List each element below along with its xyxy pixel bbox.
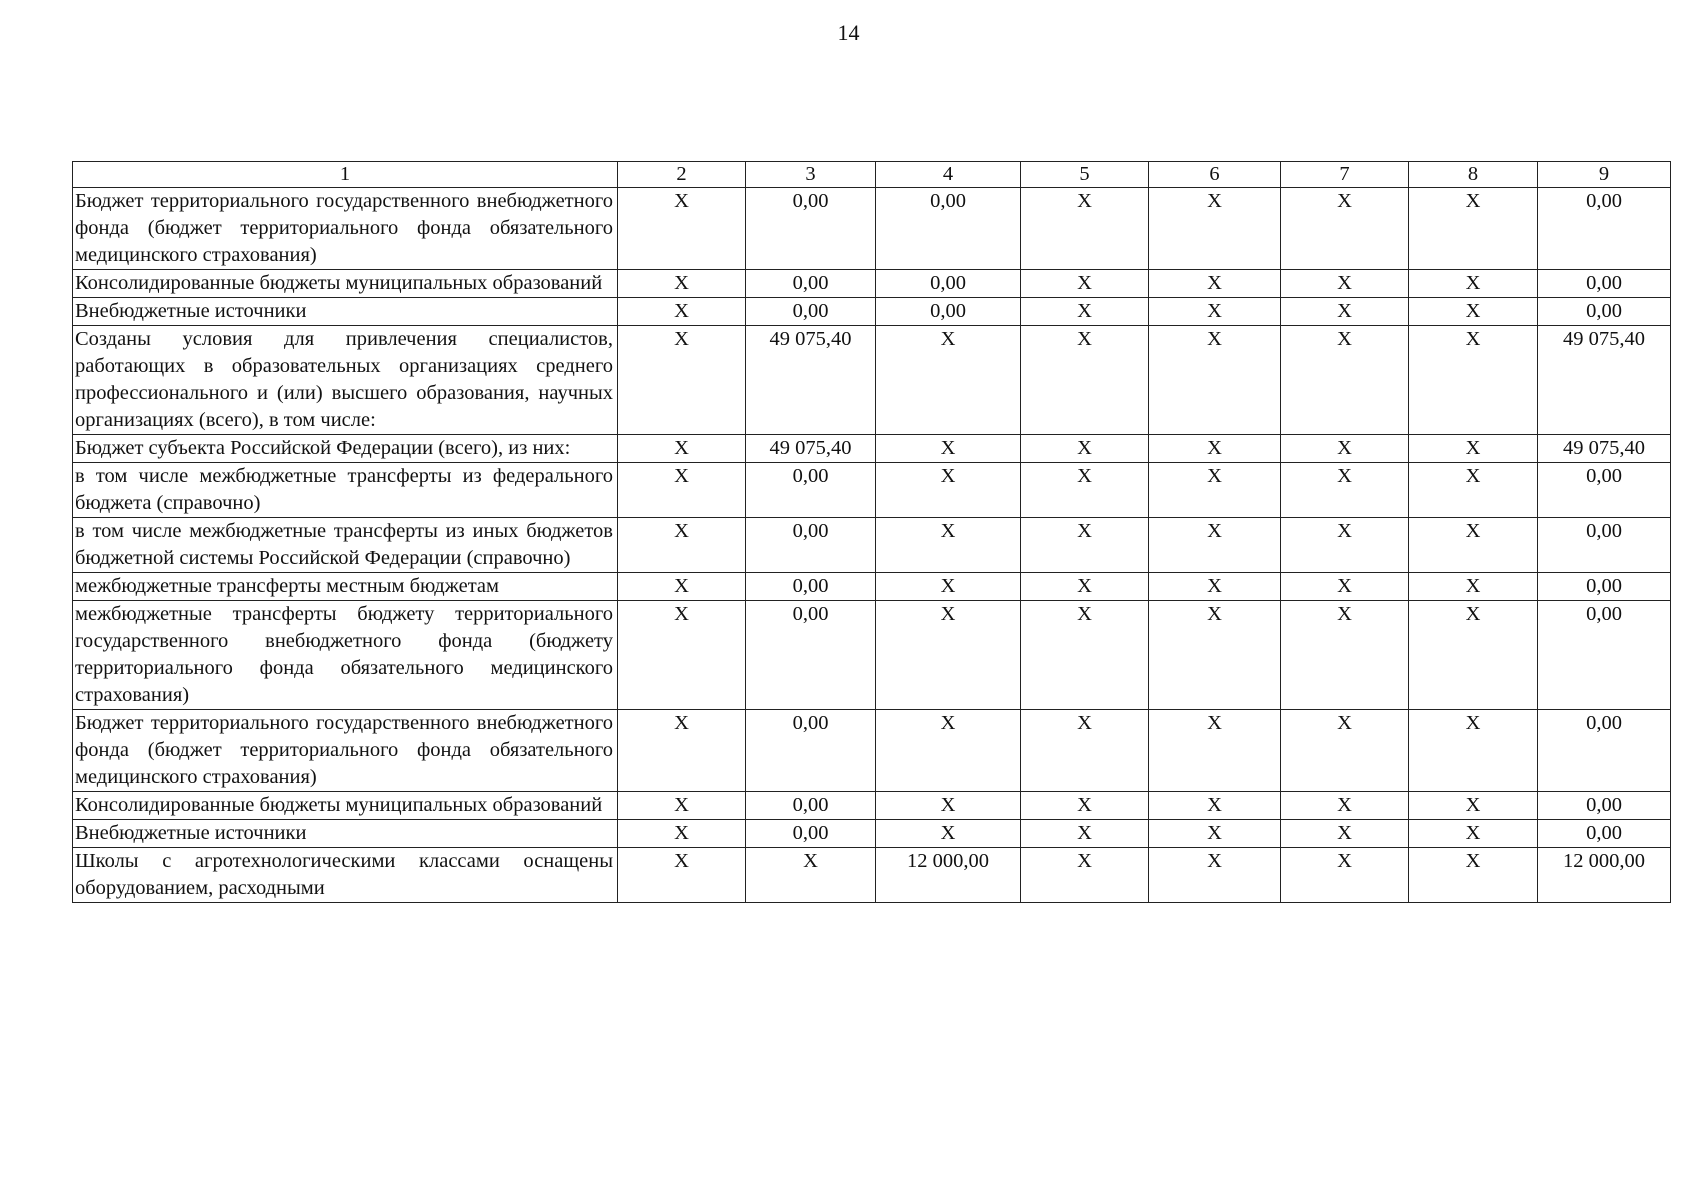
- cell-col-6: X: [1149, 820, 1281, 848]
- row-label: в том числе межбюджетные трансферты из федерального бюджета (справочно): [73, 463, 618, 518]
- cell-col-2: X: [618, 463, 746, 518]
- cell-col-4: 0,00: [876, 298, 1021, 326]
- cell-col-6: X: [1149, 270, 1281, 298]
- cell-col-4: 12 000,00: [876, 848, 1021, 903]
- row-label: Консолидированные бюджеты муниципальных образований: [73, 792, 618, 820]
- page-number: 14: [837, 20, 860, 45]
- column-number-1: 1: [73, 162, 618, 188]
- cell-col-6: X: [1149, 435, 1281, 463]
- cell-col-6: X: [1149, 463, 1281, 518]
- cell-col-7: X: [1281, 463, 1409, 518]
- cell-col-8: X: [1409, 820, 1538, 848]
- cell-col-4: X: [876, 326, 1021, 435]
- cell-col-6: X: [1149, 710, 1281, 792]
- table-row: [73, 270, 1671, 298]
- cell-col-4: X: [876, 573, 1021, 601]
- cell-col-9: 0,00: [1538, 601, 1671, 710]
- column-number-row: [73, 162, 1671, 188]
- cell-col-2: X: [618, 298, 746, 326]
- cell-col-3: 0,00: [746, 601, 876, 710]
- column-number-9: 9: [1538, 162, 1671, 188]
- cell-col-6: X: [1149, 573, 1281, 601]
- cell-col-3: 0,00: [746, 710, 876, 792]
- row-label: Бюджет субъекта Российской Федерации (всего), из них:: [73, 435, 618, 463]
- row-label: Внебюджетные источники: [73, 298, 618, 326]
- cell-col-8: X: [1409, 463, 1538, 518]
- column-number-7: 7: [1281, 162, 1409, 188]
- cell-col-6: X: [1149, 848, 1281, 903]
- cell-col-8: X: [1409, 792, 1538, 820]
- cell-col-8: X: [1409, 298, 1538, 326]
- table-row: [73, 601, 1671, 710]
- table-row: [73, 518, 1671, 573]
- table-row: [73, 710, 1671, 792]
- cell-col-2: X: [618, 792, 746, 820]
- cell-col-7: X: [1281, 792, 1409, 820]
- table-row: [73, 326, 1671, 435]
- cell-col-5: X: [1021, 820, 1149, 848]
- cell-col-4: X: [876, 792, 1021, 820]
- cell-col-3: 0,00: [746, 463, 876, 518]
- cell-col-6: X: [1149, 298, 1281, 326]
- cell-col-8: X: [1409, 848, 1538, 903]
- cell-col-2: X: [618, 820, 746, 848]
- column-number-8: 8: [1409, 162, 1538, 188]
- cell-col-3: 0,00: [746, 573, 876, 601]
- cell-col-4: X: [876, 820, 1021, 848]
- cell-col-9: 49 075,40: [1538, 326, 1671, 435]
- row-label: межбюджетные трансферты бюджету территориального государственного внебюджетного фонда (бюджету территориального фонда обязательного медицинского страхования): [73, 601, 618, 710]
- cell-col-9: 0,00: [1538, 463, 1671, 518]
- cell-col-2: X: [618, 326, 746, 435]
- cell-col-4: X: [876, 601, 1021, 710]
- cell-col-2: X: [618, 573, 746, 601]
- table-row: [73, 298, 1671, 326]
- row-label: Созданы условия для привлечения специалистов, работающих в образовательных организациях среднего профессионального и (или) высшего образования, научных организациях (всего), в том числе:: [73, 326, 618, 435]
- cell-col-4: X: [876, 710, 1021, 792]
- cell-col-3: 0,00: [746, 518, 876, 573]
- cell-col-3: 49 075,40: [746, 326, 876, 435]
- cell-col-7: X: [1281, 435, 1409, 463]
- cell-col-7: X: [1281, 188, 1409, 270]
- cell-col-3: 0,00: [746, 792, 876, 820]
- column-number-4: 4: [876, 162, 1021, 188]
- cell-col-7: X: [1281, 298, 1409, 326]
- cell-col-7: X: [1281, 710, 1409, 792]
- table-row: [73, 573, 1671, 601]
- cell-col-2: X: [618, 848, 746, 903]
- cell-col-8: X: [1409, 435, 1538, 463]
- cell-col-5: X: [1021, 518, 1149, 573]
- row-label: Бюджет территориального государственного внебюджетного фонда (бюджет территориального фонда обязательного медицинского страхования): [73, 188, 618, 270]
- cell-col-9: 12 000,00: [1538, 848, 1671, 903]
- cell-col-3: 49 075,40: [746, 435, 876, 463]
- cell-col-9: 0,00: [1538, 270, 1671, 298]
- cell-col-7: X: [1281, 573, 1409, 601]
- cell-col-5: X: [1021, 270, 1149, 298]
- cell-col-6: X: [1149, 518, 1281, 573]
- cell-col-8: X: [1409, 270, 1538, 298]
- column-number-6: 6: [1149, 162, 1281, 188]
- cell-col-9: 0,00: [1538, 298, 1671, 326]
- cell-col-8: X: [1409, 518, 1538, 573]
- cell-col-3: 0,00: [746, 270, 876, 298]
- row-label: Внебюджетные источники: [73, 820, 618, 848]
- table-row: [73, 848, 1671, 903]
- cell-col-4: X: [876, 463, 1021, 518]
- cell-col-3: 0,00: [746, 298, 876, 326]
- column-number-5: 5: [1021, 162, 1149, 188]
- cell-col-9: 0,00: [1538, 820, 1671, 848]
- budget-table: [72, 161, 1671, 903]
- row-label: межбюджетные трансферты местным бюджетам: [73, 573, 618, 601]
- row-label: в том числе межбюджетные трансферты из иных бюджетов бюджетной системы Российской Федерации (справочно): [73, 518, 618, 573]
- cell-col-3: X: [746, 848, 876, 903]
- cell-col-9: 0,00: [1538, 573, 1671, 601]
- cell-col-3: 0,00: [746, 820, 876, 848]
- cell-col-4: 0,00: [876, 270, 1021, 298]
- cell-col-6: X: [1149, 326, 1281, 435]
- cell-col-8: X: [1409, 710, 1538, 792]
- row-label: Школы с агротехнологическими классами оснащены оборудованием, расходными: [73, 848, 618, 903]
- table-row: [73, 188, 1671, 270]
- cell-col-5: X: [1021, 435, 1149, 463]
- table-body: [73, 188, 1671, 903]
- cell-col-6: X: [1149, 188, 1281, 270]
- cell-col-5: X: [1021, 601, 1149, 710]
- cell-col-9: 49 075,40: [1538, 435, 1671, 463]
- cell-col-2: X: [618, 270, 746, 298]
- cell-col-7: X: [1281, 848, 1409, 903]
- cell-col-5: X: [1021, 188, 1149, 270]
- row-label: Консолидированные бюджеты муниципальных образований: [73, 270, 618, 298]
- table-row: [73, 463, 1671, 518]
- row-label: Бюджет территориального государственного внебюджетного фонда (бюджет территориального фонда обязательного медицинского страхования): [73, 710, 618, 792]
- cell-col-2: X: [618, 188, 746, 270]
- table-row: [73, 820, 1671, 848]
- cell-col-5: X: [1021, 573, 1149, 601]
- cell-col-2: X: [618, 435, 746, 463]
- cell-col-8: X: [1409, 326, 1538, 435]
- cell-col-2: X: [618, 601, 746, 710]
- cell-col-7: X: [1281, 601, 1409, 710]
- cell-col-8: X: [1409, 188, 1538, 270]
- table-row: [73, 435, 1671, 463]
- cell-col-9: 0,00: [1538, 792, 1671, 820]
- cell-col-9: 0,00: [1538, 518, 1671, 573]
- cell-col-7: X: [1281, 518, 1409, 573]
- cell-col-8: X: [1409, 601, 1538, 710]
- cell-col-8: X: [1409, 573, 1538, 601]
- cell-col-7: X: [1281, 820, 1409, 848]
- cell-col-2: X: [618, 518, 746, 573]
- cell-col-2: X: [618, 710, 746, 792]
- cell-col-4: 0,00: [876, 188, 1021, 270]
- cell-col-4: X: [876, 435, 1021, 463]
- cell-col-5: X: [1021, 463, 1149, 518]
- cell-col-7: X: [1281, 270, 1409, 298]
- cell-col-5: X: [1021, 710, 1149, 792]
- cell-col-5: X: [1021, 848, 1149, 903]
- cell-col-9: 0,00: [1538, 710, 1671, 792]
- cell-col-5: X: [1021, 298, 1149, 326]
- column-number-2: 2: [618, 162, 746, 188]
- column-number-3: 3: [746, 162, 876, 188]
- cell-col-5: X: [1021, 792, 1149, 820]
- table-row: [73, 792, 1671, 820]
- cell-col-7: X: [1281, 326, 1409, 435]
- cell-col-6: X: [1149, 601, 1281, 710]
- cell-col-5: X: [1021, 326, 1149, 435]
- cell-col-3: 0,00: [746, 188, 876, 270]
- cell-col-9: 0,00: [1538, 188, 1671, 270]
- cell-col-4: X: [876, 518, 1021, 573]
- cell-col-6: X: [1149, 792, 1281, 820]
